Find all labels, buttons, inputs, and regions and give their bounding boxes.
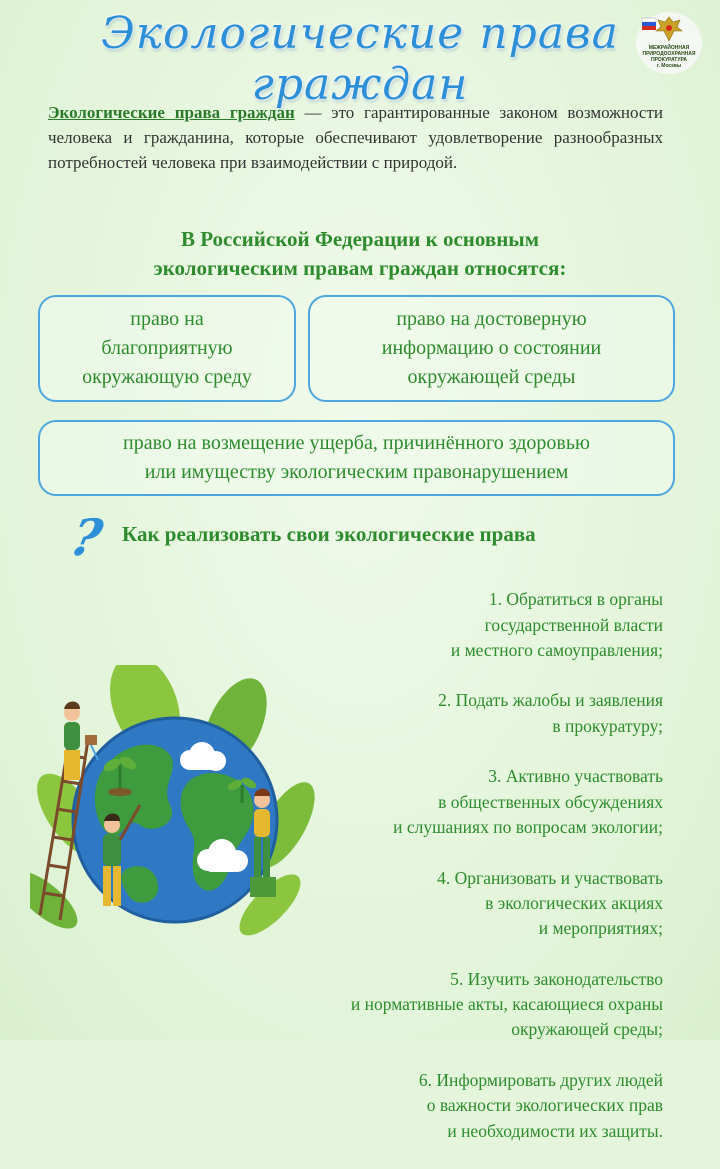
rights-heading-line1: В Российской Федерации к основным	[180, 227, 540, 251]
step-item: 4. Организовать и участвовать в экологических акциях и мероприятиях;	[437, 867, 663, 939]
eagle-emblem-icon	[640, 14, 698, 44]
prosecutor-logo	[636, 12, 702, 74]
globe-with-people-icon	[30, 665, 320, 955]
right-reliable-information	[308, 295, 675, 402]
intro-definition: — это гарантированные законом возможности человека и гражданина, которые обеспечивают удовлетворение разнообразных потребностей человека при взаимодействии с природой.	[48, 103, 663, 172]
right-damage-compensation	[38, 420, 675, 496]
right-favorable-environment	[38, 295, 296, 402]
question-mark-icon: ?	[65, 508, 108, 567]
intro-term: Экологические права граждан	[48, 103, 295, 122]
step-item: 6. Информировать других людей о важности экологических прав и необходимости их защиты.	[418, 1069, 663, 1141]
step-item: 2. Подать жалобы и заявления в прокуратуру;	[438, 690, 663, 736]
intro-paragraph	[48, 100, 663, 175]
how-to-heading: Как реализовать свои экологические права	[122, 522, 536, 546]
rights-heading	[0, 225, 720, 283]
step-item: 1. Обратиться в органы государственной власти и местного самоуправления;	[450, 589, 663, 660]
right-label: право на возмещение ущерба, причинённого здоровью или имуществу экологическим правонарушением	[123, 432, 590, 483]
logo-text: МЕЖРАЙОННАЯ ПРИРОДООХРАННАЯ ПРОКУРАТУРА г. Москвы	[642, 45, 696, 69]
page-title: Экологические права граждан	[101, 8, 619, 110]
step-item: 3. Активно участвовать в общественных обсуждениях и слушаниях по вопросам экологии;	[393, 766, 663, 837]
right-label: право на благоприятную окружающую среду	[82, 308, 252, 388]
step-item: 5. Изучить законодательство и нормативные акты, касающиеся охраны окружающей среды;	[350, 968, 663, 1040]
right-label: право на достоверную информацию о состоянии окружающей среды	[381, 308, 602, 388]
rights-heading-line2: экологическим правам граждан относятся:	[153, 256, 567, 280]
